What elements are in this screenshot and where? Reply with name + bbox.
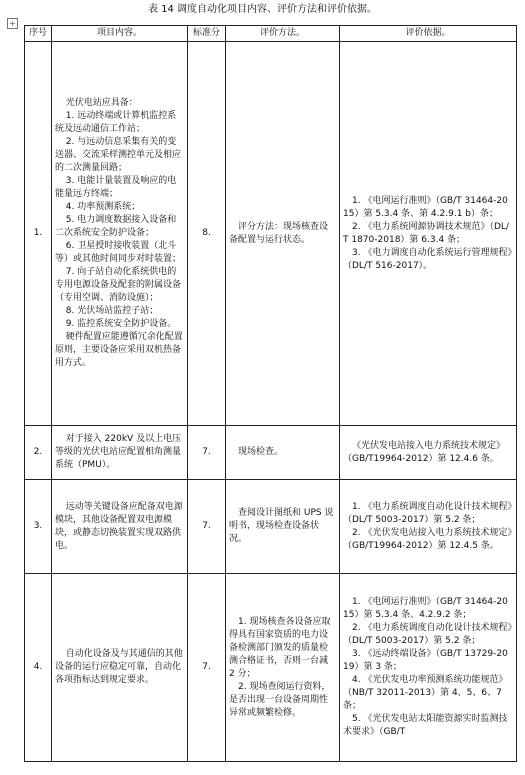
content-line: 1. 远动终端或计算机监控系统及远动通信工作站； xyxy=(55,111,177,134)
header-no: 序号 xyxy=(25,26,52,42)
basis-cell xyxy=(340,480,517,574)
basis-line: 1. 《电网运行准则》（GB/T 31464-2015）第 5.3.4 条、第 4.2.9.1 b）条； xyxy=(343,195,508,219)
row-number: 4. xyxy=(25,574,52,762)
method-line: 2. 现场查阅运行资料，是否出现一台设备周期性异常或频繁检修。 xyxy=(229,681,331,718)
content-line: 4. 功率预测系统； xyxy=(65,202,141,212)
content-cell xyxy=(52,480,188,574)
content-line: 对于接入 220kV 及以上电压等级的光伏电站应配置相角测量系统（PMU）。 xyxy=(55,434,182,470)
basis-line: 1. 《电网运行准则》（GB/T 31464-2015）第 5.3.4 条、4.2.9.2 条； xyxy=(343,597,508,620)
method-cell: 查阅设计图纸和 UPS 说明书，现场检查设备状况。 xyxy=(226,480,340,574)
method-cell: 现场检查。 xyxy=(226,426,340,480)
content-line: 光伏电站应具备： xyxy=(65,98,138,108)
table-row-1 xyxy=(25,42,517,426)
basis-line: 2. 《光伏发电站接入电力系统技术规定》（GB/T19964-2012）第 12.4.5 条。 xyxy=(343,527,512,551)
evaluation-table xyxy=(24,25,517,762)
score-cell: 8. xyxy=(188,42,226,426)
content-line: 9. 监控系统安全防护设备。 xyxy=(65,319,177,329)
content-line: 2. 与远动信息采集有关的变送器、交流采样测控单元及相应的二次测量回路； xyxy=(55,137,182,173)
basis-line: 3. 《远动终端设备》（GB/T 13729-2019）第 3 条； xyxy=(343,649,508,672)
content-cell xyxy=(52,42,188,426)
content-line: 6. 卫星授时接收装置（北斗等）或其他时间同步对时装置； xyxy=(55,241,182,264)
basis-line: 2. 《电力系统调度自动化设计技术规程》（DL/T 5003-2017）第 5.2 条； xyxy=(343,623,512,646)
content-line: 5. 电力调度数据接入设备和二次系统安全防护设备； xyxy=(55,215,177,238)
basis-line: 3. 《电力调度自动化系统运行管理规程》（DL/T 516-2017）。 xyxy=(343,247,512,271)
table-caption: 表 14 调度自动化项目内容、评价方法和评价依据。 xyxy=(147,4,378,15)
content-line: 3. 电能计量装置及响应的电能量远方终端； xyxy=(55,176,177,199)
table-row-3 xyxy=(25,480,517,574)
header-basis: 评价依据。 xyxy=(340,26,517,42)
basis-cell xyxy=(340,574,517,762)
score-cell: 7. xyxy=(188,574,226,762)
row-number: 1. xyxy=(25,42,52,426)
header-content: 项目内容。 xyxy=(52,26,188,42)
score-cell: 7. xyxy=(188,480,226,574)
content-cell xyxy=(52,574,188,762)
method-cell: 评分方法：现场核查设备配置与运行状态。 xyxy=(226,42,340,426)
header-row xyxy=(25,26,517,42)
row-number: 2. xyxy=(25,426,52,480)
table-row-4 xyxy=(25,574,517,762)
content-line: 硬件配置应能遵循冗余化配置原则，主要设备应采用双机热备用方式。 xyxy=(55,332,183,368)
basis-line: 1. 《电力系统调度自动化设计技术规程》（DL/T 5003-2017）第 5.2 条； xyxy=(343,501,512,525)
content-cell xyxy=(52,426,188,480)
method-line: 1. 现场核查各设备应取得具有国家资质的电力设备检测部门颁发的质量检测合格证书，否则一台减 2 分； xyxy=(229,616,331,679)
header-score: 标准分 xyxy=(188,26,226,42)
basis-cell xyxy=(340,42,517,426)
content-line: 远动等关键设备应配备双电源模块，其他设备配置双电源模块，或静态切换装置实现双路供电。 xyxy=(55,501,183,551)
method-cell xyxy=(226,574,340,762)
content-line: 7. 向子站自动化系统供电的专用电源设备及配套的附属设备（专用空调、消防设施）； xyxy=(55,267,182,303)
row-number: 3. xyxy=(25,480,52,574)
content-line: 自动化设备及与其通信的其他设备的运行应稳定可靠，自动化各项指标达到规定要求。 xyxy=(55,649,183,685)
basis-line: 4. 《光伏发电功率预测系统功能规范》（NB/T 32011-2013）第 4、5、6、7 条； xyxy=(343,675,508,711)
basis-cell xyxy=(340,426,517,480)
header-method: 评价方法。 xyxy=(226,26,340,42)
table-row-2 xyxy=(25,426,517,480)
basis-line: 《光伏发电站接入电力系统技术规定》（GB/T19964-2012）第 12.4.6 条。 xyxy=(343,440,506,464)
content-line: 8. 光伏场站监控子站； xyxy=(65,306,159,316)
score-cell: 7. xyxy=(188,426,226,480)
basis-line: 5. 《光伏发电站太阳能资源实时监测技术要求》（GB/T xyxy=(343,714,508,737)
table-move-handle-icon[interactable]: + xyxy=(7,18,18,29)
basis-line: 2. 《电力系统网源协调技术规范》（DL/T 1870-2018）第 6.3.4 条； xyxy=(343,221,509,245)
